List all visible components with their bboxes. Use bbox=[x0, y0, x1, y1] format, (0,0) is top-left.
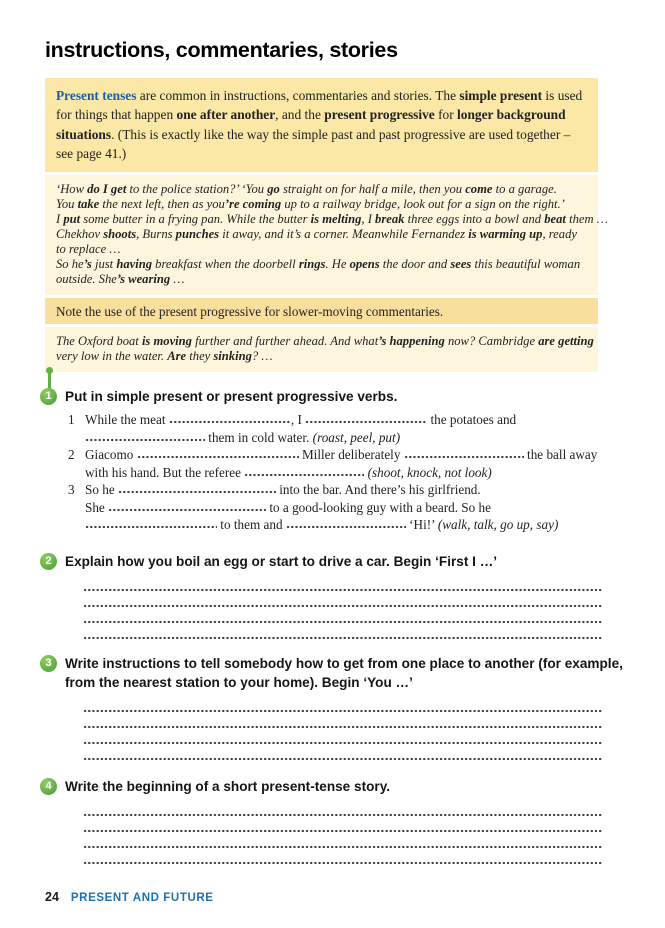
text-segment: the ball away bbox=[523, 447, 598, 463]
text-segment: Miller deliberately bbox=[298, 447, 404, 463]
text-segment: Put in simple present or present progressive verbs. bbox=[65, 389, 398, 405]
text-segment: the next left, then as you bbox=[99, 197, 225, 212]
text-segment: come bbox=[465, 182, 493, 197]
exercise-4-number-badge: 4 bbox=[40, 778, 57, 795]
item-number: 1 bbox=[68, 412, 75, 428]
text-segment: beat bbox=[544, 212, 566, 227]
exercise-item bbox=[68, 446, 665, 481]
page-title: instructions, commentaries, stories bbox=[45, 38, 398, 62]
text-segment: very low in the water. bbox=[56, 349, 168, 364]
text-segment: the door and bbox=[379, 257, 451, 272]
text-segment: to the police station?’ ‘You bbox=[126, 182, 268, 197]
text-segment: are getting bbox=[538, 334, 594, 349]
exercise-4-title bbox=[65, 777, 390, 796]
exercise-3-number-badge: 3 bbox=[40, 655, 57, 672]
commentary-example-block bbox=[45, 327, 598, 372]
text-segment: further and further ahead. And what bbox=[191, 334, 379, 349]
text-segment: , and the bbox=[275, 107, 325, 123]
text-segment: present progressive bbox=[324, 107, 435, 123]
text-line bbox=[56, 349, 587, 364]
text-line bbox=[65, 387, 397, 406]
text-segment: rings bbox=[298, 257, 326, 272]
text-line bbox=[85, 516, 665, 534]
text-segment: they bbox=[186, 349, 214, 364]
answer-blank bbox=[137, 449, 299, 459]
text-segment: Are bbox=[167, 349, 187, 364]
text-segment: now? Cambridge bbox=[444, 334, 539, 349]
exercise-4-header bbox=[40, 777, 665, 796]
text-segment: is warming up bbox=[468, 227, 543, 242]
text-segment: break bbox=[375, 212, 405, 227]
text-segment: Giacomo bbox=[85, 447, 137, 463]
answer-line bbox=[83, 580, 602, 592]
text-segment: (walk, talk, go up, say) bbox=[437, 517, 559, 533]
text-segment: , I bbox=[290, 412, 306, 428]
answer-line bbox=[83, 596, 602, 608]
text-segment: into the bar. And there’s his girlfriend. bbox=[275, 482, 481, 498]
text-segment: ’s wearing bbox=[116, 272, 171, 287]
text-segment: up to a railway bridge, look out for a sign on the right.’ bbox=[281, 197, 565, 212]
text-segment: opens bbox=[349, 257, 380, 272]
text-segment: ‘Hi!’ bbox=[405, 517, 438, 533]
answer-line bbox=[83, 853, 602, 865]
text-segment: with his hand. But the referee bbox=[85, 464, 245, 480]
text-segment: them in cold water. bbox=[205, 429, 313, 445]
exercise-item bbox=[68, 481, 665, 534]
note-band bbox=[45, 298, 598, 324]
answer-blank bbox=[118, 484, 276, 494]
exercise-4-answer-area bbox=[83, 805, 665, 865]
text-segment: Chekhov bbox=[56, 227, 104, 242]
text-segment: to them and bbox=[217, 517, 286, 533]
text-segment: ‘How bbox=[56, 182, 88, 197]
text-segment: She bbox=[85, 499, 109, 515]
text-segment: is moving bbox=[141, 334, 192, 349]
text-segment: (roast, peel, put) bbox=[312, 429, 401, 445]
answer-blank bbox=[404, 449, 524, 459]
text-segment: to a garage. bbox=[492, 182, 557, 197]
exercise-3-header bbox=[40, 654, 665, 692]
exercise-2-number-badge: 2 bbox=[40, 553, 57, 570]
answer-blank bbox=[108, 502, 266, 512]
answer-line bbox=[83, 821, 602, 833]
exercise-3 bbox=[40, 654, 665, 761]
text-segment: punches bbox=[175, 227, 220, 242]
text-line bbox=[65, 777, 390, 796]
text-line bbox=[56, 197, 587, 212]
answer-blank bbox=[85, 432, 205, 442]
text-segment: , Burns bbox=[136, 227, 176, 242]
text-segment: shoots bbox=[103, 227, 137, 242]
example-sentences-block bbox=[45, 175, 608, 295]
answer-blank bbox=[85, 519, 217, 529]
exercise-3-answer-area bbox=[83, 701, 665, 761]
text-segment: is used for things that happen bbox=[56, 88, 583, 123]
text-segment: three eggs into a bowl and bbox=[404, 212, 545, 227]
answer-blank bbox=[244, 467, 364, 477]
text-segment: ? … bbox=[251, 349, 273, 364]
answer-blank bbox=[305, 414, 427, 424]
text-line bbox=[56, 182, 587, 197]
text-segment: ’s bbox=[83, 257, 92, 272]
exercise-1 bbox=[40, 387, 665, 534]
text-segment: . He bbox=[325, 257, 350, 272]
text-segment: are common in instructions, commentaries and stories. The bbox=[136, 88, 460, 103]
text-segment: (shoot, knock, not look) bbox=[367, 464, 492, 480]
exercise-3-title bbox=[65, 654, 623, 692]
text-segment: simple present bbox=[459, 88, 543, 103]
text-segment: this beautiful woman bbox=[471, 257, 581, 272]
exercise-1-header bbox=[40, 387, 665, 406]
text-segment: I bbox=[56, 212, 64, 227]
text-segment: straight on for half a mile, then you bbox=[279, 182, 466, 197]
exercise-1-items bbox=[68, 411, 665, 534]
text-segment: having bbox=[116, 257, 153, 272]
answer-line bbox=[83, 612, 602, 624]
answer-line bbox=[83, 733, 602, 745]
exercise-4 bbox=[40, 777, 665, 865]
answer-line bbox=[83, 805, 602, 817]
text-segment: longer background situations bbox=[56, 107, 566, 142]
text-segment: sinking bbox=[213, 349, 252, 364]
text-segment: So he bbox=[56, 257, 84, 272]
text-line bbox=[85, 481, 665, 499]
answer-line bbox=[83, 837, 602, 849]
text-segment: ’re coming bbox=[224, 197, 282, 212]
text-segment: Write the beginning of a short present-tense story. bbox=[65, 778, 391, 794]
exercise-2 bbox=[40, 552, 665, 640]
exercise-1-title bbox=[65, 387, 397, 406]
text-segment: the potatoes and bbox=[427, 412, 517, 428]
item-number: 3 bbox=[68, 482, 75, 498]
note-text: Note the use of the present progressive for slower-moving commentaries. bbox=[56, 304, 444, 320]
text-segment: Write instructions to tell somebody how to get from one place to another (for example, bbox=[65, 655, 623, 671]
page-footer bbox=[45, 890, 214, 904]
text-segment: go bbox=[267, 182, 280, 197]
answer-line bbox=[83, 628, 602, 640]
text-line bbox=[85, 499, 665, 517]
answer-line bbox=[83, 701, 602, 713]
item-number: 2 bbox=[68, 447, 75, 463]
text-segment: … bbox=[170, 272, 185, 287]
text-segment: it away, and it’s a corner. Meanwhile Fernandez bbox=[219, 227, 469, 242]
exercise-item bbox=[68, 411, 665, 446]
text-line bbox=[56, 227, 587, 242]
text-line bbox=[85, 446, 665, 464]
text-segment: outside. She bbox=[56, 272, 117, 287]
text-segment: So he bbox=[85, 482, 118, 498]
grammar-explanation-box bbox=[45, 78, 598, 172]
text-line bbox=[56, 257, 587, 272]
section-title: PRESENT AND FUTURE bbox=[70, 892, 214, 904]
text-line bbox=[65, 673, 623, 692]
exercise-2-title bbox=[65, 552, 497, 571]
exercise-1-number-badge: 1 bbox=[40, 388, 57, 405]
answer-blank bbox=[286, 519, 406, 529]
text-segment: is melting bbox=[310, 212, 362, 227]
text-line bbox=[65, 654, 623, 673]
text-segment: one after another bbox=[176, 107, 276, 123]
text-segment: , I bbox=[361, 212, 376, 227]
text-segment: for bbox=[434, 107, 458, 123]
text-segment: do I get bbox=[87, 182, 127, 197]
answer-line bbox=[83, 717, 602, 729]
text-segment: from the nearest station to your home). Begin ‘You …’ bbox=[65, 674, 413, 690]
text-segment: them … bbox=[565, 212, 608, 227]
text-segment: While the meat bbox=[85, 412, 169, 428]
answer-line bbox=[83, 749, 602, 761]
exercise-2-header bbox=[40, 552, 665, 571]
text-line bbox=[56, 212, 608, 227]
text-segment: just bbox=[91, 257, 117, 272]
text-segment: The Oxford boat bbox=[56, 334, 142, 349]
text-segment: You bbox=[56, 197, 78, 212]
text-segment: put bbox=[63, 212, 81, 227]
exercise-2-answer-area bbox=[83, 580, 665, 640]
text-segment: to replace … bbox=[56, 242, 121, 257]
text-segment: , ready bbox=[542, 227, 577, 242]
text-segment: take bbox=[77, 197, 100, 212]
text-line bbox=[65, 552, 497, 571]
text-segment: some butter in a frying pan. While the butter bbox=[80, 212, 311, 227]
text-line bbox=[85, 464, 665, 482]
page-number: 24 bbox=[45, 890, 59, 904]
text-line bbox=[56, 272, 587, 287]
text-line bbox=[85, 429, 665, 447]
answer-blank bbox=[169, 414, 291, 424]
text-line bbox=[56, 242, 587, 257]
text-line bbox=[85, 411, 665, 429]
text-segment: ’s happening bbox=[378, 334, 445, 349]
grammar-explanation-text bbox=[56, 86, 587, 163]
text-segment: breakfast when the doorbell bbox=[152, 257, 299, 272]
text-line bbox=[56, 334, 594, 349]
text-segment: sees bbox=[450, 257, 472, 272]
exercise-connector bbox=[45, 372, 665, 387]
text-segment: to a good-looking guy with a beard. So he bbox=[266, 499, 491, 515]
text-segment: . (This is exactly like the way the simple past and past progressive are used together – see page 41.) bbox=[56, 126, 571, 161]
text-segment: Explain how you boil an egg or start to drive a car. Begin ‘First I …’ bbox=[65, 553, 498, 569]
text-segment: Present tenses bbox=[56, 88, 137, 103]
